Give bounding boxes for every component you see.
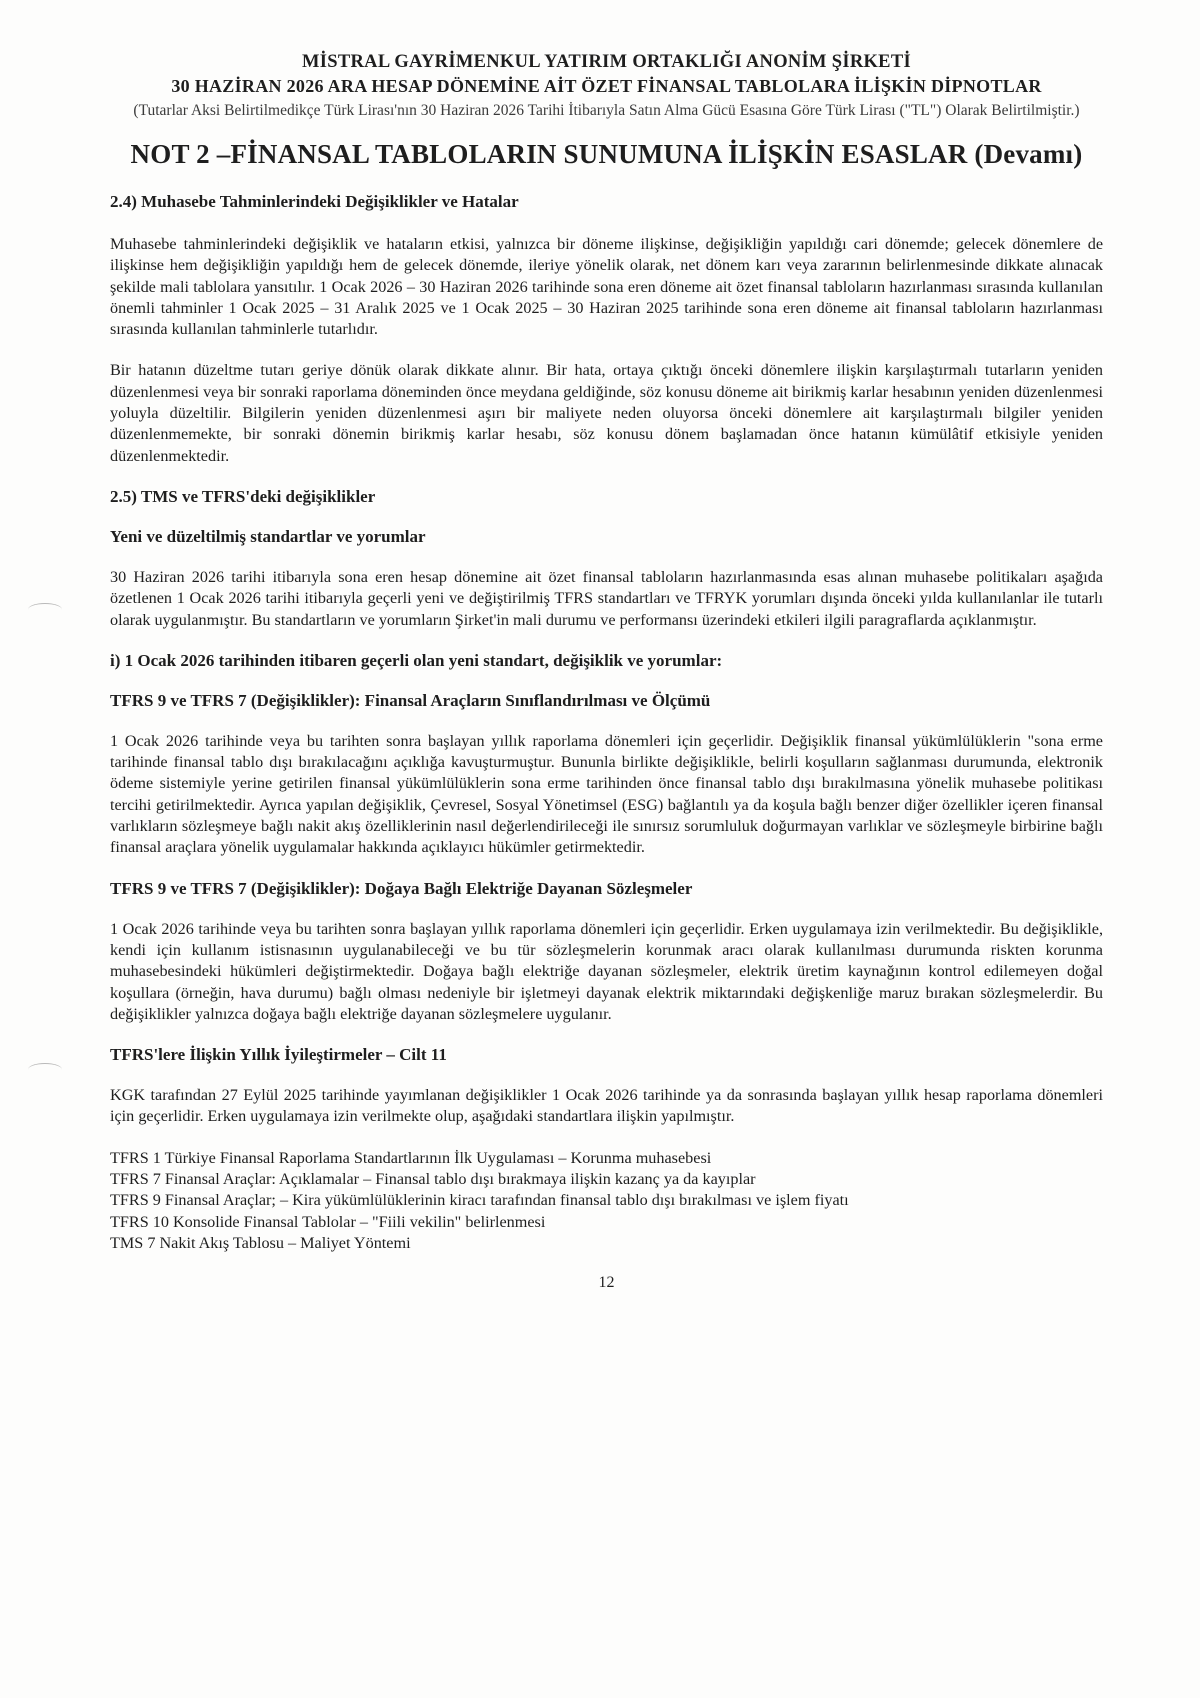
tfrs9-nature-electricity-heading: TFRS 9 ve TFRS 7 (Değişiklikler): Doğaya Bağlı Elektriğe Dayanan Sözleşmeler [110,878,693,898]
currency-note: (Tutarlar Aksi Belirtilmedikçe Türk Lirası'nın 30 Haziran 2026 Tarihi İtibarıyla Satın Alma Gücü Esasına Göre Türk Lirası ("TL") Olarak Belirtilmiştir.) [133,102,1080,119]
punch-hole-mark-lower [28,1063,62,1076]
tfrs9-classification-text: 1 Ocak 2026 tarihinde veya bu tarihten sonra başlayan yıllık raporlama dönemleri için geçerlidir. Değişiklik finansal yükümlülüklerin "sona erme tarihinde finansal tablo dışı bırakılacağını açıklığa kavuşturmuştur. Bununla birlikte değişiklikle, belirli koşulların sağlanması durumunda, elektronik ödeme sistemiyle yerine getirilen finansal yükümlülüklerin sona erme tarihinden önce finansal tablo dışı bırakılmasına yönelik muhasebe politikası tercihi getirilmektedir. Ayrıca yapılan değişiklik, Çevresel, Sosyal Yönetimsel (ESG) bağlantılı ya da koşula bağlı benzer diğer özellikler içeren finansal varlıkların sözleşmeye bağlı nakit akış özelliklerinin nasıl değerlendirileceği ile sınırsız sorumluluk doğurmayan varlıklar ve sözleşmeyle birbirine bağlı finansal araçlara yönelik uygulamalar hakkında açıklayıcı hükümler getirmektedir. [110,731,1103,857]
section-2-4-paragraph-1: Muhasebe tahminlerindeki değişiklik ve hataların etkisi, yalnızca bir döneme ilişkinse, değişikliğin yapıldığı cari dönemde; gelecek dönemlere de ilişkinse hem değişikliğin yapıldığı hem de gelecek dönemde, ileriye yönelik olarak, net dönem karı veya zararının belirlenmesinde dikkate alınacak şekilde mali tablolara yansıtılır. 1 Ocak 2026 – 30 Haziran 2026 tarihinde sona eren döneme ait özet finansal tabloların hazırlanması sırasında kullanılan önemli tahminler 1 Ocak 2025 – 31 Aralık 2025 ve 1 Ocak 2025 – 30 Haziran 2025 tarihinde sona eren döneme ait finansal tabloların hazırlanması sırasında kullanılan tahminlerle tutarlıdır. [110,235,1103,339]
section-2-4-paragraph-2: Bir hatanın düzeltme tutarı geriye dönük olarak dikkate alınır. Bir hata, ortaya çıktığı önceki dönemlere ilişkin karşılaştırmalı tutarların yeniden düzenlenmesi veya bir sonraki raporlama döneminden önce meydana geldiğinde, söz konusu döneme ait birikmiş karlar hesabının yeniden düzenlenmesi yoluyla düzeltilir. Bilgilerin yeniden düzenlenmesi aşırı bir maliyete neden oluyorsa önceki dönemlere ait karşılaştırmalı bilgiler yeniden düzenlenmemekte, bir sonraki dönemin birikmiş karlar hesabı, söz konusu dönem başlamadan önce hatanın kümülâtif etkisiyle yeniden düzenlenmektedir. [110,361,1103,465]
list-item: TFRS 9 Finansal Araçlar; – Kira yükümlülüklerinin kiracı tarafından finansal tablo dışı bırakılması ve işlem fiyatı [110,1191,849,1210]
list-item: TMS 7 Nakit Akış Tablosu – Maliyet Yöntemi [110,1233,411,1252]
punch-hole-mark-upper [28,603,62,616]
list-item: TFRS 1 Türkiye Finansal Raporlama Standartlarının İlk Uygulaması – Korunma muhasebesi [110,1148,712,1167]
report-subtitle: 30 HAZİRAN 2026 ARA HESAP DÖNEMİNE AİT ÖZET FİNANSAL TABLOLARA İLİŞKİN DİPNOTLAR [171,76,1042,96]
list-item: TFRS 7 Finansal Araçlar: Açıklamalar – Finansal tablo dışı bırakmaya ilişkin kazanç ya da kayıplar [110,1170,756,1189]
section-2-4-heading: 2.4) Muhasebe Tahminlerindeki Değişiklikler ve Hatalar [110,192,519,211]
standards-list [110,1148,1103,1254]
tfrs9-nature-electricity-text: 1 Ocak 2026 tarihinde veya bu tarihten sonra başlayan yıllık raporlama dönemleri için geçerlidir. Erken uygulamaya izin verilmektedir. Bu değişiklikle, kendi için kullanım istisnasının uygulanabileceği ve bu tür sözleşmelerin korunmak aracı olarak kullanılması durumunda riskten korunma muhasebesindeki hükümleri değiştirmektedir. Doğaya bağlı elektriğe dayanan sözleşmeler, elektrik üretim kaynağının kontrol edilemeyen doğal koşullara (örneğin, hava durumu) bağlı olması nedeniyle bir işletmeyi dayanak elektrik miktarındaki değişkenliğe maruz bırakan sözleşmelerdir. Bu değişiklikler yalnızca doğaya bağlı elektriğe dayanan sözleşmelere uygulanır. [110,919,1103,1023]
document-page [110,50,1103,1292]
annual-improvements-heading: TFRS'lere İlişkin Yıllık İyileştirmeler – Cilt 11 [110,1045,447,1065]
note-title: NOT 2 –FİNANSAL TABLOLARIN SUNUMUNA İLİŞKİN ESASLAR (Devamı) [130,139,1083,169]
section-2-5-paragraph-1: 30 Haziran 2026 tarihi itibarıyla sona eren hesap dönemine ait özet finansal tabloların hazırlanmasında esas alınan muhasebe politikaları aşağıda özetlenen 1 Ocak 2026 tarihi itibarıyla geçerli yeni ve değiştirilmiş TFRS standartları ve TFRYK yorumları dışında önceki yılda kullanılanlar ile tutarlı olarak uygulanmıştır. Bu standartların ve yorumların Şirket'in mali durumu ve performansı üzerindeki etkileri ilgili paragraflarda açıklanmıştır. [110,567,1103,629]
section-2-5-heading: 2.5) TMS ve TFRS'deki değişiklikler [110,486,376,506]
subsection-i-heading: i) 1 Ocak 2026 tarihinden itibaren geçerli olan yeni standart, değişiklik ve yorumlar: [110,650,723,670]
tfrs9-classification-heading: TFRS 9 ve TFRS 7 (Değişiklikler): Finansal Araçların Sınıflandırılması ve Ölçümü [110,690,711,710]
annual-improvements-text: KGK tarafından 27 Eylül 2025 tarihinde yayımlanan değişiklikler 1 Ocak 2026 tarihinde ya da sonrasında başlayan yıllık hesap raporlama dönemleri için geçerlidir. Erken uygulamaya izin verilmekte olup, aşağıdaki standartlara ilişkin yapılmıştır. [110,1086,1103,1126]
page-number: 12 [598,1274,615,1292]
company-name: MİSTRAL GAYRİMENKUL YATIRIM ORTAKLIĞI ANONİM ŞİRKETİ [302,52,911,72]
list-item: TFRS 10 Konsolide Finansal Tablolar – "Fiili vekilin" belirlenmesi [110,1212,546,1231]
section-2-5-subheading: Yeni ve düzeltilmiş standartlar ve yorumlar [110,526,426,546]
